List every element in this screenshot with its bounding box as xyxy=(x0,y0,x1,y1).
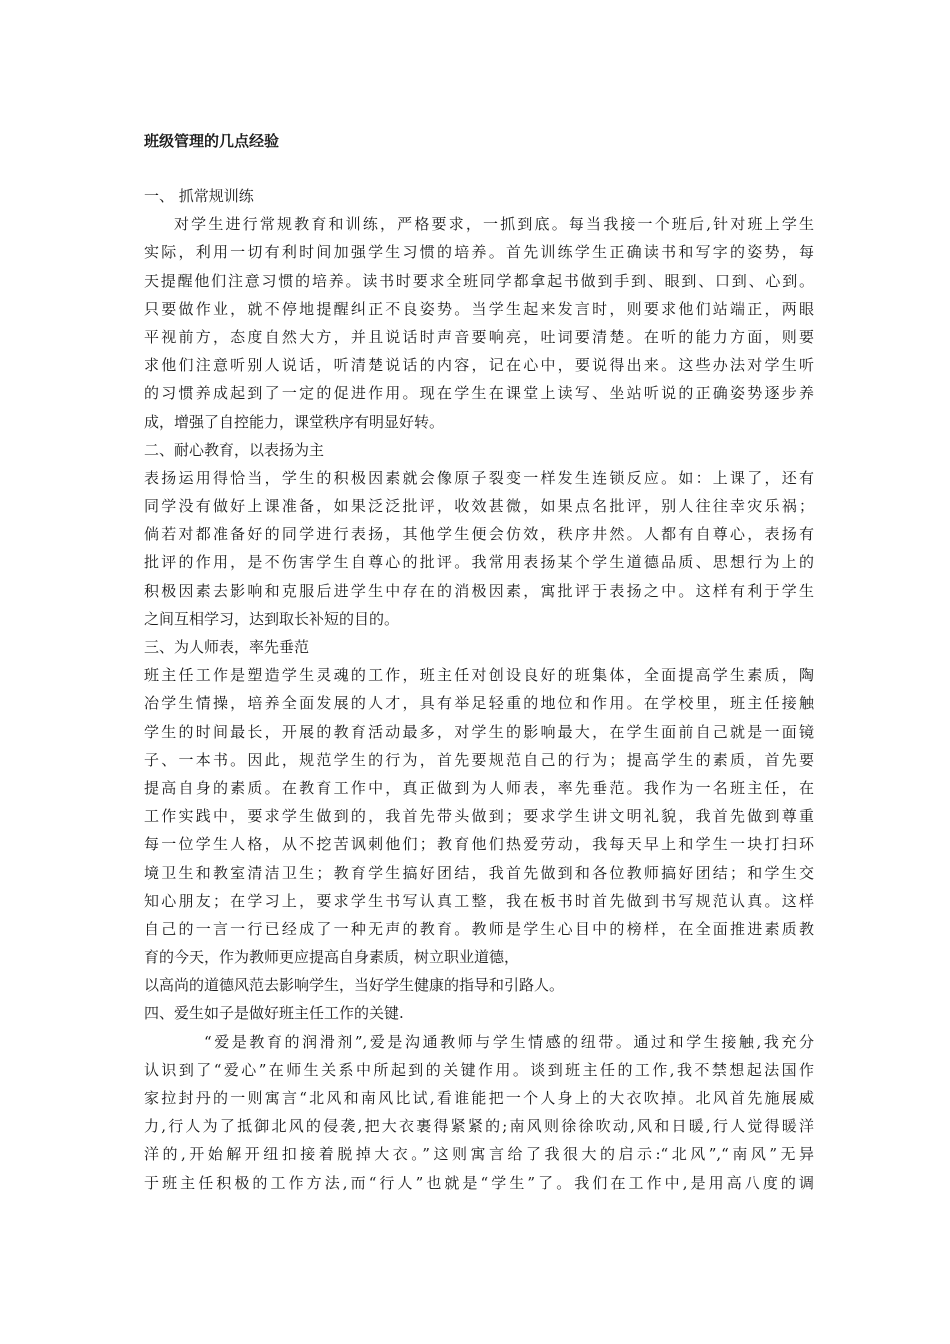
text-line: 三、为人师表，率先垂范 xyxy=(144,638,310,656)
text-line: 力,行人为了抵御北风的侵袭,把大衣裹得紧紧的;南风则徐徐吹动,风和日暖,行人觉得暖洋 xyxy=(144,1117,814,1136)
text-line: 求他们注意听别人说话，听清楚说话的内容，记在心中，要说得出来。这些办法对学生听 xyxy=(144,356,814,375)
text-line: 育的今天，作为教师更应提高自身素质，树立职业道德， xyxy=(144,948,520,967)
text-line: 洋的,开始解开纽扣接着脱掉大衣。”这则寓言给了我很大的启示:“北风”,“南风”无异 xyxy=(144,1145,814,1164)
text-line: 提高自身的素质。在教育工作中，真正做到为人师表，率先垂范。我作为一名班主任，在 xyxy=(144,778,814,797)
text-line: 每一位学生人格，从不挖苦讽刺他们；教育他们热爱劳动，我每天早上和学生一块打扫环 xyxy=(144,835,814,854)
text-line: 于班主任积极的工作方法,而“行人”也就是“学生”了。我们在工作中,是用高八度的调 xyxy=(144,1173,814,1192)
text-line: 倘若对都准备好的同学进行表扬，其他学生便会仿效，秩序井然。人都有自尊心，表扬有 xyxy=(144,525,814,544)
text-line: 平视前方，态度自然大方，并且说话时声音要响亮，吐词要清楚。在听的能力方面，则要 xyxy=(144,327,814,346)
text-line: 实际，利用一切有利时间加强学生习惯的培养。首先训练学生正确读书和写字的姿势，每 xyxy=(144,243,814,262)
text-line: 二、耐心教育，以表扬为主 xyxy=(144,440,325,459)
text-line: 冶学生情操，培养全面发展的人才，具有举足轻重的地位和作用。在学校里，班主任接触 xyxy=(144,694,814,713)
text-line: 境卫生和教室清洁卫生；教育学生搞好团结，我首先做到和各位教师搞好团结；和学生交 xyxy=(144,863,814,882)
text-line: 四、爱生如子是做好班主任工作的关键. xyxy=(144,1004,404,1023)
text-line: 批评的作用，是不伤害学生自尊心的批评。我常用表扬某个学生道德品质、思想行为上的 xyxy=(144,553,814,572)
text-line: 的习惯养成起到了一定的促进作用。现在学生在课堂上读写、坐站听说的正确姿势逐步养 xyxy=(144,384,814,403)
text-line: 以高尚的道德风范去影响学生，当好学生健康的指导和引路人。 xyxy=(144,976,565,995)
document-title: 班级管理的几点经验 xyxy=(144,132,280,150)
text-line: 积极因素去影响和克服后进学生中存在的消极因素，寓批评于表扬之中。这样有利于学生 xyxy=(144,581,814,600)
text-line: 天提醒他们注意习惯的培养。读书时要求全班同学都拿起书做到手到、眼到、口到、心到。 xyxy=(144,271,814,290)
text-line: 知心朋友；在学习上，要求学生书写认真工整，我在板书时首先做到书写规范认真。这样 xyxy=(144,891,814,910)
text-line: 班主任工作是塑造学生灵魂的工作，班主任对创设良好的班集体，全面提高学生素质，陶 xyxy=(144,666,814,685)
text-line: 表扬运用得恰当，学生的积极因素就会像原子裂变一样发生连锁反应。如：上课了，还有 xyxy=(144,468,814,487)
text-line: 自己的一言一行已经成了一种无声的教育。教师是学生心目中的榜样，在全面推进素质教 xyxy=(144,919,814,938)
document-body xyxy=(144,182,814,1197)
text-line: 学生的时间最长，开展的教育活动最多，对学生的影响最大，在学生面前自己就是一面镜 xyxy=(144,722,814,741)
text-line: 之间互相学习，达到取长补短的目的。 xyxy=(144,609,400,628)
text-line: 工作实践中，要求学生做到的，我首先带头做到；要求学生讲文明礼貌，我首先做到尊重 xyxy=(144,807,814,826)
text-line: 子、一本书。因此，规范学生的行为，首先要规范自己的行为；提高学生的素质，首先要 xyxy=(144,750,814,769)
text-line: 同学没有做好上课准备，如果泛泛批评，收效甚微，如果点名批评，别人往往幸灾乐祸； xyxy=(144,497,814,516)
text-line: 对学生进行常规教育和训练，严格要求，一抓到底。每当我接一个班后,针对班上学生 xyxy=(174,215,814,234)
text-line: 家拉封丹的一则寓言“北风和南风比试,看谁能把一个人身上的大衣吹掉。北风首先施展威 xyxy=(144,1089,814,1107)
text-line: “爱是教育的润滑剂”,爱是沟通教师与学生情感的纽带。通过和学生接触,我充分 xyxy=(204,1032,814,1051)
text-line: 成，增强了自控能力，课堂秩序有明显好转。 xyxy=(144,412,445,431)
text-line: 认识到了“爱心”在师生关系中所起到的关键作用。谈到班主任的工作,我不禁想起法国作 xyxy=(144,1060,814,1079)
text-line: 一、 抓常规训练 xyxy=(144,187,254,205)
text-line: 只要做作业，就不停地提醒纠正不良姿势。当学生起来发言时，则要求他们站端正，两眼 xyxy=(144,299,814,318)
